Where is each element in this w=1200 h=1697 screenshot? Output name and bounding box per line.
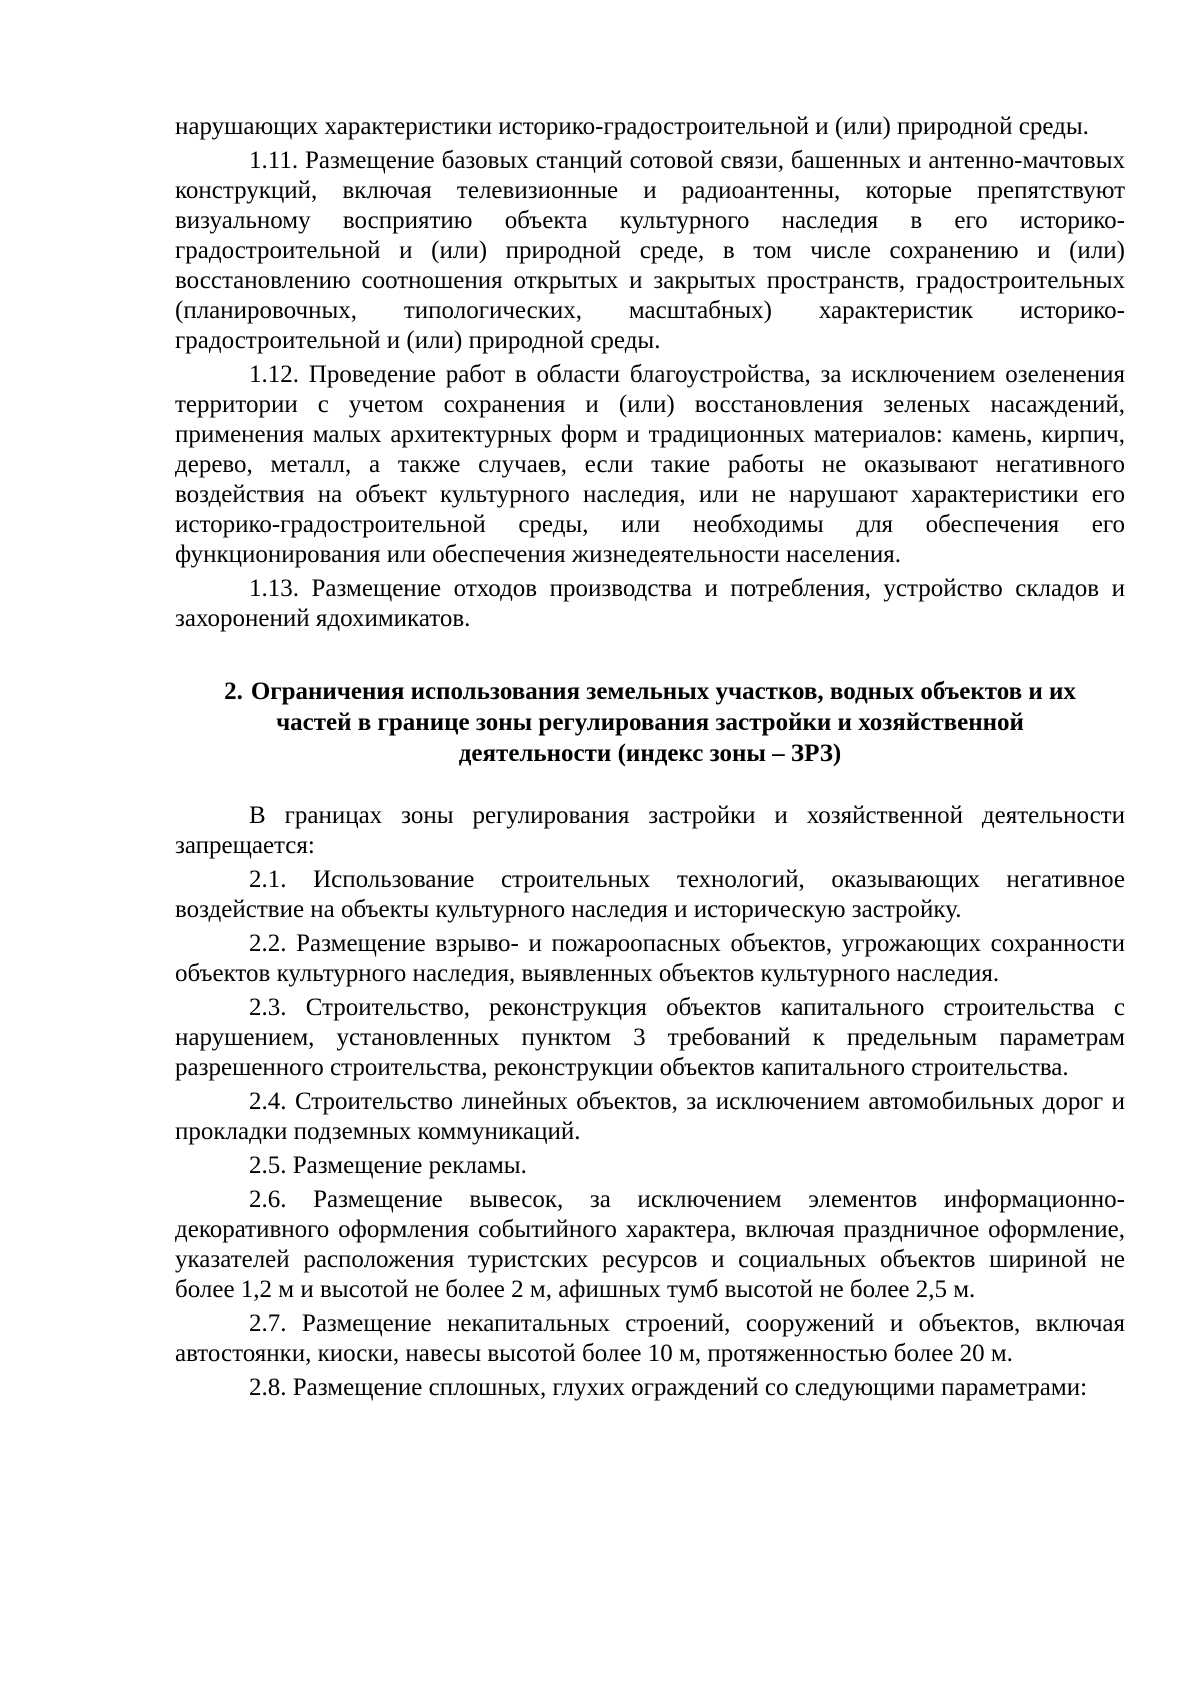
item-1-13: 1.13. Размещение отходов производства и потребления, устройство складов и захоронений ядохимикатов. — [175, 575, 1125, 632]
item-2-7: 2.7. Размещение некапитальных строений, сооружений и объектов, включая автостоянки, киоски, навесы высотой более 10 м, протяженностью более 20 м. — [175, 1310, 1125, 1367]
item-2-6: 2.6. Размещение вывесок, за исключением элементов информационно-декоративного оформления событийного характера, включая праздничное оформление, указателей расположения туристских ресурсов и социальных объектов шириной не более 1,2 м и высотой не более 2 м, афишных тумб высотой не более 2,5 м. — [175, 1186, 1125, 1303]
item-2-4: 2.4. Строительство линейных объектов, за исключением автомобильных дорог и прокладки подземных коммуникаций. — [175, 1088, 1125, 1145]
item-2-8: 2.8. Размещение сплошных, глухих ограждений со следующими параметрами: — [249, 1374, 1088, 1401]
section-2-heading-line-2: частей в границе зоны регулирования застройки и хозяйственной — [276, 709, 1024, 736]
item-2-3: 2.3. Строительство, реконструкция объектов капитального строительства с нарушением, установленных пунктом 3 требований к предельным параметрам разрешенного строительства, реконструкции объектов капитального строительства. — [175, 994, 1125, 1081]
section-2-number: 2. — [224, 678, 243, 705]
section-2-intro: В границах зоны регулирования застройки и хозяйственной деятельности запрещается: — [175, 802, 1125, 859]
item-1-12: 1.12. Проведение работ в области благоустройства, за исключением озеленения территории с учетом сохранения и (или) восстановления зеленых насаждений, применения малых архитектурных форм и традиционных материалов: камень, кирпич, дерево, металл, а также случаев, если такие работы не оказывают негативного воздействия на объект культурного наследия, или не нарушают характеристики его историко-градостроительной среды, или необходимы для обеспечения его функционирования или обеспечения жизнедеятельности населения. — [175, 361, 1125, 568]
lead-paragraph: нарушающих характеристики историко-градостроительной и (или) природной среды. — [175, 113, 1089, 140]
item-2-1: 2.1. Использование строительных технологий, оказывающих негативное воздействие на объекты культурного наследия и историческую застройку. — [175, 866, 1125, 923]
section-2-heading-text-1: Ограничения использования земельных участков, водных объектов и их — [250, 678, 1076, 705]
section-2-heading-line-3: деятельности (индекс зоны – ЗРЗ) — [458, 740, 842, 767]
item-1-11: 1.11. Размещение базовых станций сотовой связи, башенных и антенно-мачтовых конструкций, включая телевизионные и радиоантенны, которые препятствуют визуальному восприятию объекта культурного наследия в его историко-градостроительной и (или) природной среде, в том числе сохранению и (или) восстановлению соотношения открытых и закрытых пространств, градостроительных (планировочных, типологических, масштабных) характеристик историко-градостроительной и (или) природной среды. — [175, 147, 1125, 354]
document-page — [175, 112, 1125, 1407]
section-2-heading — [175, 676, 1125, 769]
section-2-heading-line-1 — [185, 676, 1115, 707]
item-2-5: 2.5. Размещение рекламы. — [249, 1152, 527, 1179]
item-2-2: 2.2. Размещение взрыво- и пожароопасных объектов, угрожающих сохранности объектов культурного наследия, выявленных объектов культурного наследия. — [175, 930, 1125, 987]
